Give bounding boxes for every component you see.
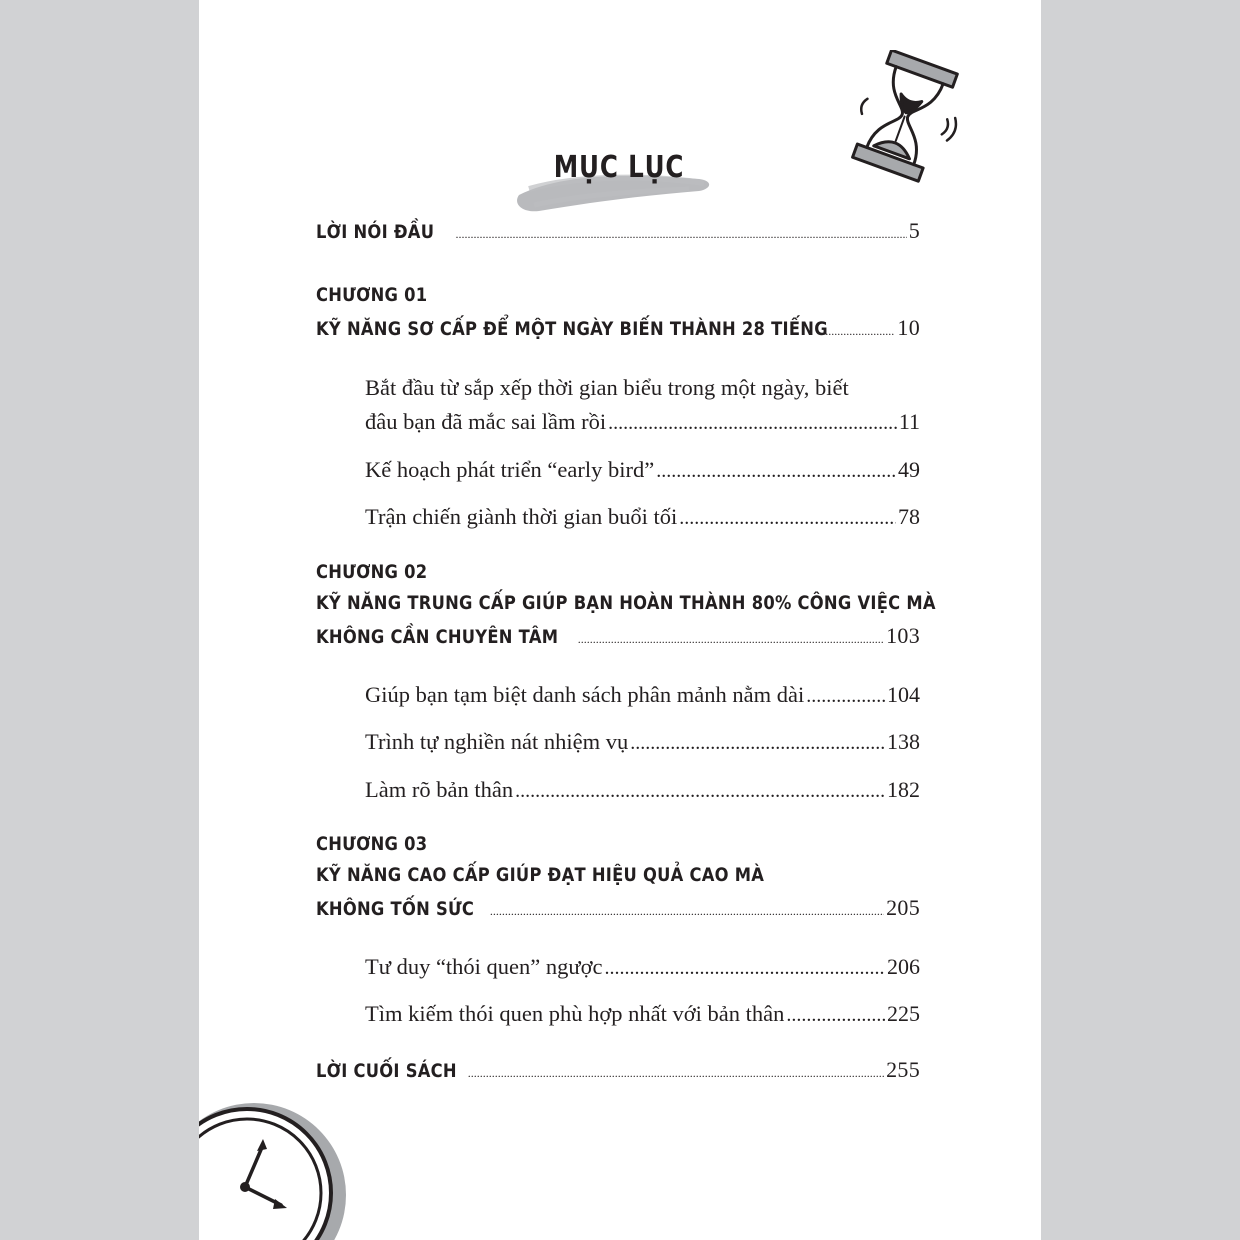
leader-dots [468, 1066, 884, 1081]
chapter-number-3: CHƯƠNG 03 [316, 833, 428, 855]
toc-item-2-3[interactable] [365, 777, 920, 803]
hourglass-icon [849, 50, 979, 190]
chapter-title-line: KỸ NĂNG TRUNG CẤP GIÚP BẠN HOÀN THÀNH 80% CÔNG VIỆC MÀ [316, 592, 936, 614]
toc-chapter-1[interactable] [316, 315, 920, 341]
toc-item-1-3[interactable] [365, 504, 920, 530]
leader-dots [455, 227, 906, 242]
toc-item-page: 138 [887, 729, 920, 754]
page-title: MỤC LỤC [553, 150, 685, 185]
toc-entry-page: 10 [897, 315, 920, 340]
leader-dots [786, 1004, 885, 1027]
toc-item-1-1[interactable] [365, 409, 920, 435]
toc-item-line: Bắt đầu từ sắp xếp thời gian biểu trong một ngày, biết [365, 375, 849, 400]
toc-item-label: Tư duy “thói quen” ngược [365, 954, 603, 979]
toc-item-label: Trình tự nghiền nát nhiệm vụ [365, 729, 629, 754]
toc-item-label: Kế hoạch phát triển “early bird” [365, 457, 655, 482]
chapter-title: KHÔNG TỐN SỨC [316, 898, 475, 920]
chapter-title-line: KỸ NĂNG CAO CẤP GIÚP ĐẠT HIỆU QUẢ CAO MÀ [316, 864, 765, 886]
toc-item-page: 182 [887, 777, 920, 802]
book-page [199, 0, 1041, 1240]
leader-dots [578, 632, 884, 647]
toc-entry-page: 103 [886, 623, 920, 648]
toc-entry-page: 5 [908, 218, 920, 243]
clock-icon [199, 1095, 359, 1240]
toc-entry-afterword[interactable] [316, 1057, 920, 1083]
leader-dots [604, 957, 885, 980]
toc-item-2-2[interactable] [365, 729, 920, 755]
leader-dots [806, 685, 885, 708]
toc-item-3-2[interactable] [365, 1001, 920, 1027]
title-block [499, 145, 739, 225]
toc-item-2-1[interactable] [365, 682, 920, 708]
leader-dots [490, 904, 884, 919]
toc-entry-page: 255 [886, 1057, 920, 1082]
leader-dots [656, 460, 896, 483]
toc-chapter-2[interactable] [316, 623, 920, 649]
toc-item-page: 78 [898, 504, 920, 529]
toc-entry-label: LỜI NÓI ĐẦU [316, 221, 435, 243]
leader-dots [825, 324, 895, 339]
leader-dots [608, 412, 897, 435]
toc-entry-page: 205 [886, 895, 920, 920]
leader-dots [515, 780, 885, 803]
chapter-number-1: CHƯƠNG 01 [316, 284, 428, 306]
toc-item-page: 11 [898, 409, 920, 434]
toc-item-page: 49 [898, 457, 920, 482]
leader-dots [679, 507, 896, 530]
toc-item-1-2[interactable] [365, 457, 920, 483]
toc-item-label: Trận chiến giành thời gian buổi tối [365, 504, 678, 529]
toc-chapter-3[interactable] [316, 895, 920, 921]
chapter-title: KHÔNG CẦN CHUYÊN TÂM [316, 626, 559, 648]
chapter-title: KỸ NĂNG SƠ CẤP ĐỂ MỘT NGÀY BIẾN THÀNH 28 TIẾNG [316, 318, 828, 340]
toc-item-label: đâu bạn đã mắc sai lầm rồi [365, 409, 607, 434]
toc-entry-preface[interactable] [316, 218, 920, 244]
toc-entry-label: LỜI CUỐI SÁCH [316, 1060, 457, 1082]
leader-dots [630, 732, 885, 755]
chapter-number-2: CHƯƠNG 02 [316, 561, 428, 583]
toc-item-label: Giúp bạn tạm biệt danh sách phân mảnh nằm dài [365, 682, 805, 707]
toc-item-page: 104 [887, 682, 920, 707]
toc-item-label: Làm rõ bản thân [365, 777, 514, 802]
toc-item-3-1[interactable] [365, 954, 920, 980]
toc-item-label: Tìm kiếm thói quen phù hợp nhất với bản thân [365, 1001, 785, 1026]
toc-item-page: 206 [887, 954, 920, 979]
toc-item-page: 225 [887, 1001, 920, 1026]
